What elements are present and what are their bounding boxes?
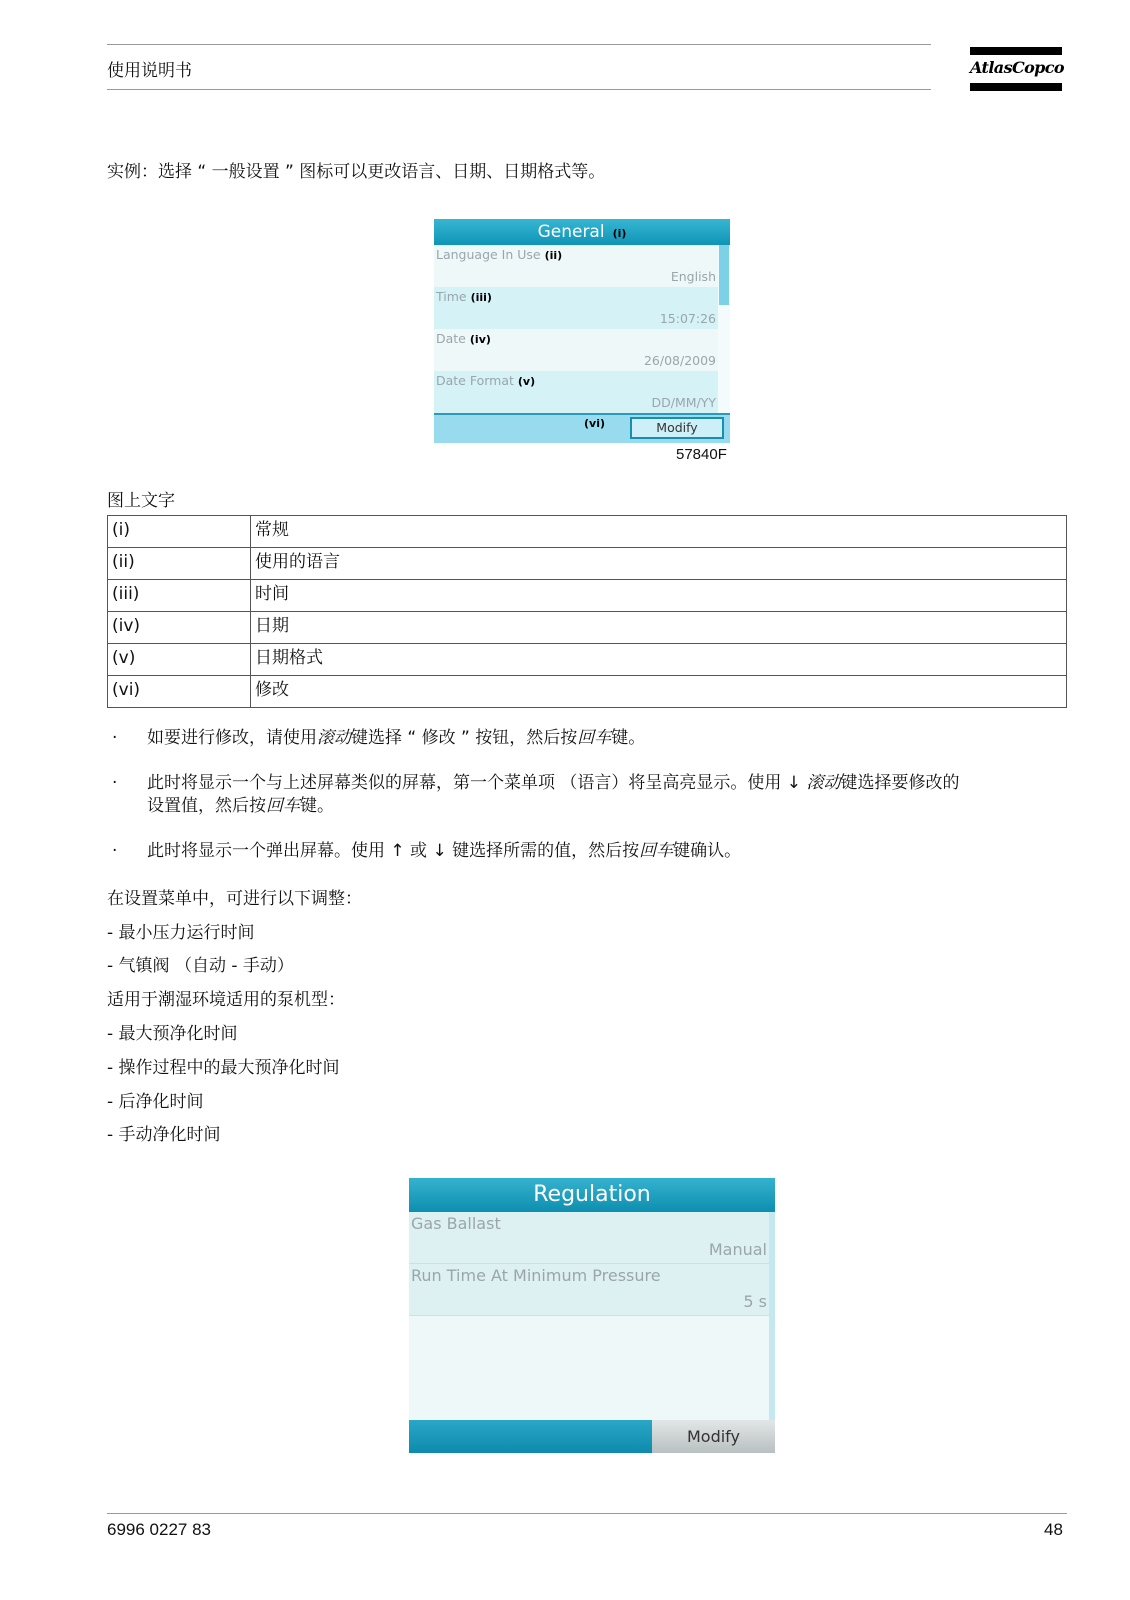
modify-button[interactable]: Modify	[652, 1420, 775, 1453]
legend-ref: (iv)	[108, 612, 251, 644]
bullet-dot: ·	[112, 841, 118, 861]
legend-text: 修改	[251, 676, 1067, 708]
humid-intro: 适用于潮湿环境适用的泵机型：	[107, 990, 345, 1010]
table-row	[108, 580, 1067, 612]
regulation-screen-title: Regulation	[409, 1178, 775, 1212]
legend-text: 时间	[251, 580, 1067, 612]
bullet-dot: ·	[112, 773, 118, 793]
list-item: - 后净化时间	[107, 1092, 204, 1112]
modify-button[interactable]: Modify	[630, 417, 724, 439]
marker-iii: (iii)	[470, 291, 492, 304]
row-value: DD/MM/YY	[651, 395, 716, 410]
table-row	[108, 676, 1067, 708]
scrollbar-thumb[interactable]	[719, 245, 729, 305]
key-name-enter: 回车	[577, 728, 612, 748]
key-name-scroll: 滚动	[806, 773, 841, 793]
general-screen-title-bar	[434, 219, 730, 245]
document-number: 6996 0227 83	[107, 1520, 211, 1539]
marker-i: (i)	[612, 227, 627, 240]
bullet-text: 此时将显示一个弹出屏幕。使用 ↑ 或 ↓ 键选择所需的值，然后按	[147, 841, 640, 861]
bullet-text: 键。	[611, 728, 646, 748]
header-title: 使用说明书	[107, 61, 192, 81]
table-row	[108, 644, 1067, 676]
legend-text: 使用的语言	[251, 548, 1067, 580]
marker-v: (v)	[517, 375, 536, 388]
logo-top-bar	[970, 47, 1062, 55]
list-item: - 气镇阀 （自动 - 手动）	[107, 956, 294, 976]
row-value: 15:07:26	[659, 311, 716, 326]
marker-iv: (iv)	[469, 333, 491, 346]
regulation-row-run-time[interactable]	[409, 1264, 769, 1316]
marker-vi: (vi)	[584, 417, 605, 430]
figure-code: 57840F	[676, 446, 727, 463]
legend-ref: (v)	[108, 644, 251, 676]
legend-ref: (i)	[108, 516, 251, 548]
list-item: - 操作过程中的最大预净化时间	[107, 1058, 340, 1078]
general-row-date[interactable]	[434, 329, 718, 371]
header-top-rule	[107, 44, 931, 45]
table-row	[108, 612, 1067, 644]
legend-ref: (ii)	[108, 548, 251, 580]
legend-table	[107, 515, 1067, 708]
row-label: Date	[436, 331, 466, 346]
general-screen-footer	[434, 413, 730, 443]
general-screen	[434, 219, 730, 443]
row-label: Date Format	[436, 373, 514, 388]
legend-ref: (vi)	[108, 676, 251, 708]
row-label: Language In Use	[436, 247, 541, 262]
legend-text: 日期格式	[251, 644, 1067, 676]
general-row-language[interactable]	[434, 245, 718, 287]
legend-text: 常规	[251, 516, 1067, 548]
logo-text: AtlasCopco	[970, 58, 1064, 77]
marker-ii: (ii)	[544, 249, 563, 262]
bullet-text: 此时将显示一个与上述屏幕类似的屏幕，第一个菜单项 （语言）将呈高亮显示。使用 ↓	[147, 773, 807, 793]
row-value: English	[670, 269, 716, 284]
row-label: Time	[436, 289, 467, 304]
logo-bottom-bar	[970, 83, 1062, 91]
bullet-dot: ·	[112, 728, 118, 748]
adjust-intro: 在设置菜单中，可进行以下调整：	[107, 889, 362, 909]
general-row-time[interactable]	[434, 287, 718, 329]
atlas-copco-logo	[970, 47, 1062, 93]
table-row	[108, 516, 1067, 548]
header-bottom-rule	[107, 89, 931, 90]
row-value: 26/08/2009	[643, 353, 716, 368]
footer-rule	[107, 1513, 1067, 1514]
list-item: - 最大预净化时间	[107, 1024, 238, 1044]
general-row-date-format[interactable]	[434, 371, 718, 413]
regulation-row-gas-ballast[interactable]	[409, 1212, 769, 1264]
row-label: Run Time At Minimum Pressure	[411, 1266, 661, 1285]
general-screen-title: General	[537, 222, 605, 242]
list-item: - 最小压力运行时间	[107, 923, 255, 943]
bullet-text: 键确认。	[673, 841, 742, 861]
bullet-text: 键选择 “ 修改 ” 按钮，然后按	[351, 728, 578, 748]
bullet-text: 如要进行修改，请使用	[147, 728, 317, 748]
intro-text: 实例：选择 “ 一般设置 ” 图标可以更改语言、日期、日期格式等。	[107, 162, 606, 182]
key-name-scroll: 滚动	[317, 728, 351, 748]
row-value: 5 s	[743, 1292, 767, 1311]
legend-text: 日期	[251, 612, 1067, 644]
table-row	[108, 548, 1067, 580]
bullet-text: 键选择要修改的	[840, 773, 960, 793]
key-name-enter: 回车	[266, 796, 300, 816]
legend-title: 图上文字	[107, 491, 175, 511]
row-label: Gas Ballast	[411, 1214, 501, 1233]
regulation-footer-bar	[409, 1420, 652, 1453]
row-value: Manual	[708, 1240, 767, 1259]
list-item: - 手动净化时间	[107, 1125, 221, 1145]
regulation-screen	[409, 1178, 775, 1453]
key-name-enter: 回车	[639, 841, 674, 861]
scrollbar-track[interactable]	[769, 1212, 775, 1420]
bullet-text: 设置值，然后按	[147, 796, 266, 816]
bullet-text: 键。	[300, 796, 334, 816]
page-number: 48	[1044, 1520, 1063, 1539]
legend-ref: (iii)	[108, 580, 251, 612]
